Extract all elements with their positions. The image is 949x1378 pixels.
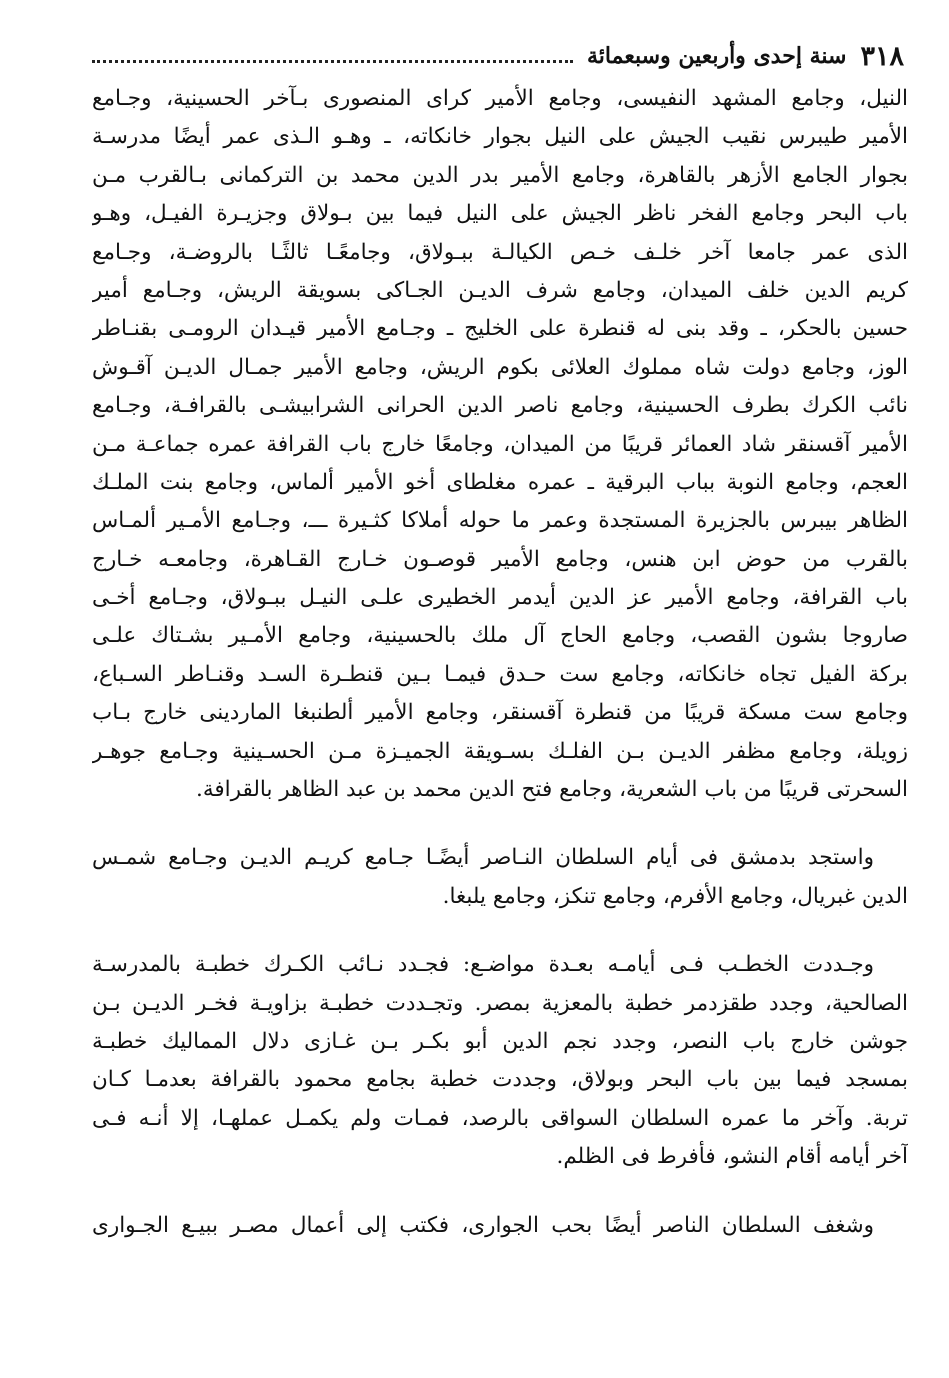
text-line: الصالحية، وجدد طقزدمر خطبة بالمعزية بمصر. وتجـددت خطبـة بزاويـة فخـر الديـن بـن [92,990,908,1016]
paragraph-gap [92,809,908,839]
text-line: باب القرافة، وجامع الأمير عز الدين أيدمر الخطيرى علـى النيـل ببـولاق، وجـامع أخـى [92,585,908,611]
running-title: سنة إحدى وأربعين وسبعمائة [587,43,847,69]
page-header [92,34,904,78]
text-line: الأمير آقسنقر شاد العمائر قريبًا من الميدان، وجامعًا خارج باب القرافة عمره جماعـة مـن [92,431,908,457]
text-line: باب البحر وجامع الفخر ناظر الجيش على النيل فيما بين بـولاق وجزيـرة الفيـل، وهـو [92,201,908,227]
text-line: حسين بالحكر، ـ وقد بنى له قنطرة على الخليج ـ وجـامع الأمير قيـدان الرومـى بقنـاطر [92,316,908,342]
text-line: زويلة، وجامع مظفر الديـن بـن الفلـك بسـويقة الجميـزة مـن الحسـينية وجـامع جوهـر [92,738,908,764]
paragraph-gap [92,916,908,946]
text-line: الأمير طيبرس نقيب الجيش على النيل بجوار خانكاته، ـ وهـو الـذى عمر أيضًا مدرسـة [92,124,908,150]
paragraph-mosques-cairo [92,80,908,809]
text-line: وشغف السلطان الناصر أيضًا بحب الجوارى، فكتب إلى أعمال مصـر ببيـع الجـوارى [92,1212,874,1238]
text-line: وجـددت الخطـب فـى أيامـه بعـدة مواضـع: فجـدد نـائب الكـرك خطبـة بالمدرسـة [92,952,874,978]
text-line: بمسجد فيما بين باب البحر وبولاق، وجددت خطبة بجامع محمود بالقرافة بعدمـا كـان [92,1067,908,1093]
text-line: تربة. وآخر ما عمره السلطان السواقى بالرصد، فمـات ولم يكمـل عملهـا، إلا أنـه فـى [92,1105,908,1131]
paragraph-sermons [92,946,908,1176]
text-line: كريم الدين خلف الميدان، وجامع شرف الديـن الجـاكى بسويقة الريش، وجـامع أمير [92,277,908,303]
paragraph-slave-girls [92,1207,908,1245]
text-line: الوز، وجامع دولت شاه مملوك العلائى بكوم الريش، وجامع الأمير جمـال الديـن آقـوش [92,354,908,380]
paragraph-mosques-damascus [92,839,908,916]
text-line: النيل، وجامع المشهد النفيسى، وجامع الأمير كراى المنصورى بـآخر الحسينية، وجـامع [92,86,908,111]
page-number: ٣١٨ [860,40,904,72]
text-line: بركة الفيل تجاه خانكاته، وجامع ست حـدق فيمـا بـين قنطـرة السـد وقنـاطر السـباع، [92,661,908,687]
text-line: الظاهر بيبرس بالجزيرة المستجدة وعمر ما حوله أملاكا كثـيرة ـــ، وجـامع الأمـير ألمـاس [92,508,908,534]
text-line: السحرتى قريبًا من باب الشعرية، وجامع فتح الدين محمد بن عبد الظاهر بالقرافة. [196,777,908,803]
text-line: العجم، وجامع النوبة بباب البرقية ـ عمره مغلطاى أخو الأمير ألماس، وجامع بنت الملـك [92,469,908,495]
text-line: صاروجا بشون القصب، وجامع الحاج آل ملك بالحسينية، وجامع الأمـير بشـتاك علـى [92,623,908,649]
text-line: وجامع ست مسكة قريبًا من قنطرة آقسنقر، وجامع الأمير ألطنبغا الماردينى خارج بـاب [92,700,908,726]
text-line: آخر أيامه أقام النشو، فأفرط فى الظلم. [556,1144,908,1170]
text-line: بجوار الجامع الأزهر بالقاهرة، وجامع الأمير بدر الدين محمد بن التركمانى بـالقرب مـن [92,162,908,188]
header-dot-leader [92,60,573,63]
text-line: بالقرب من حوض ابن هنس، وجامع الأمير قوصـون خـارج القـاهرة، وجامعـه خـارج [92,546,908,572]
text-line: الذى عمر جامعا آخر خلـف خـص الكيالـة ببـولاق، وجامعًـا ثالثًـا بالروضـة، وجـامع [92,239,908,265]
text-line: واستجد بدمشق فى أيام السلطان النـاصر أيضًـا جـامع كريـم الديـن وجـامع شمـس [92,845,874,871]
paragraph-gap [92,1177,908,1207]
page-body [92,80,908,1245]
text-line: جوشن خارج باب النصر، وجدد نجم الدين أبو بكـر بـن غـازى دلال المماليك خطبـة [92,1028,908,1054]
text-line: الدين غبريال، وجامع الأفرم، وجامع تنكز، وجامع يلبغا. [442,883,908,909]
text-line: نائب الكرك بطرف الحسينية، وجامع ناصر الدين الحرانى الشرابيشـى بالقرافـة، وجـامع [92,393,908,419]
